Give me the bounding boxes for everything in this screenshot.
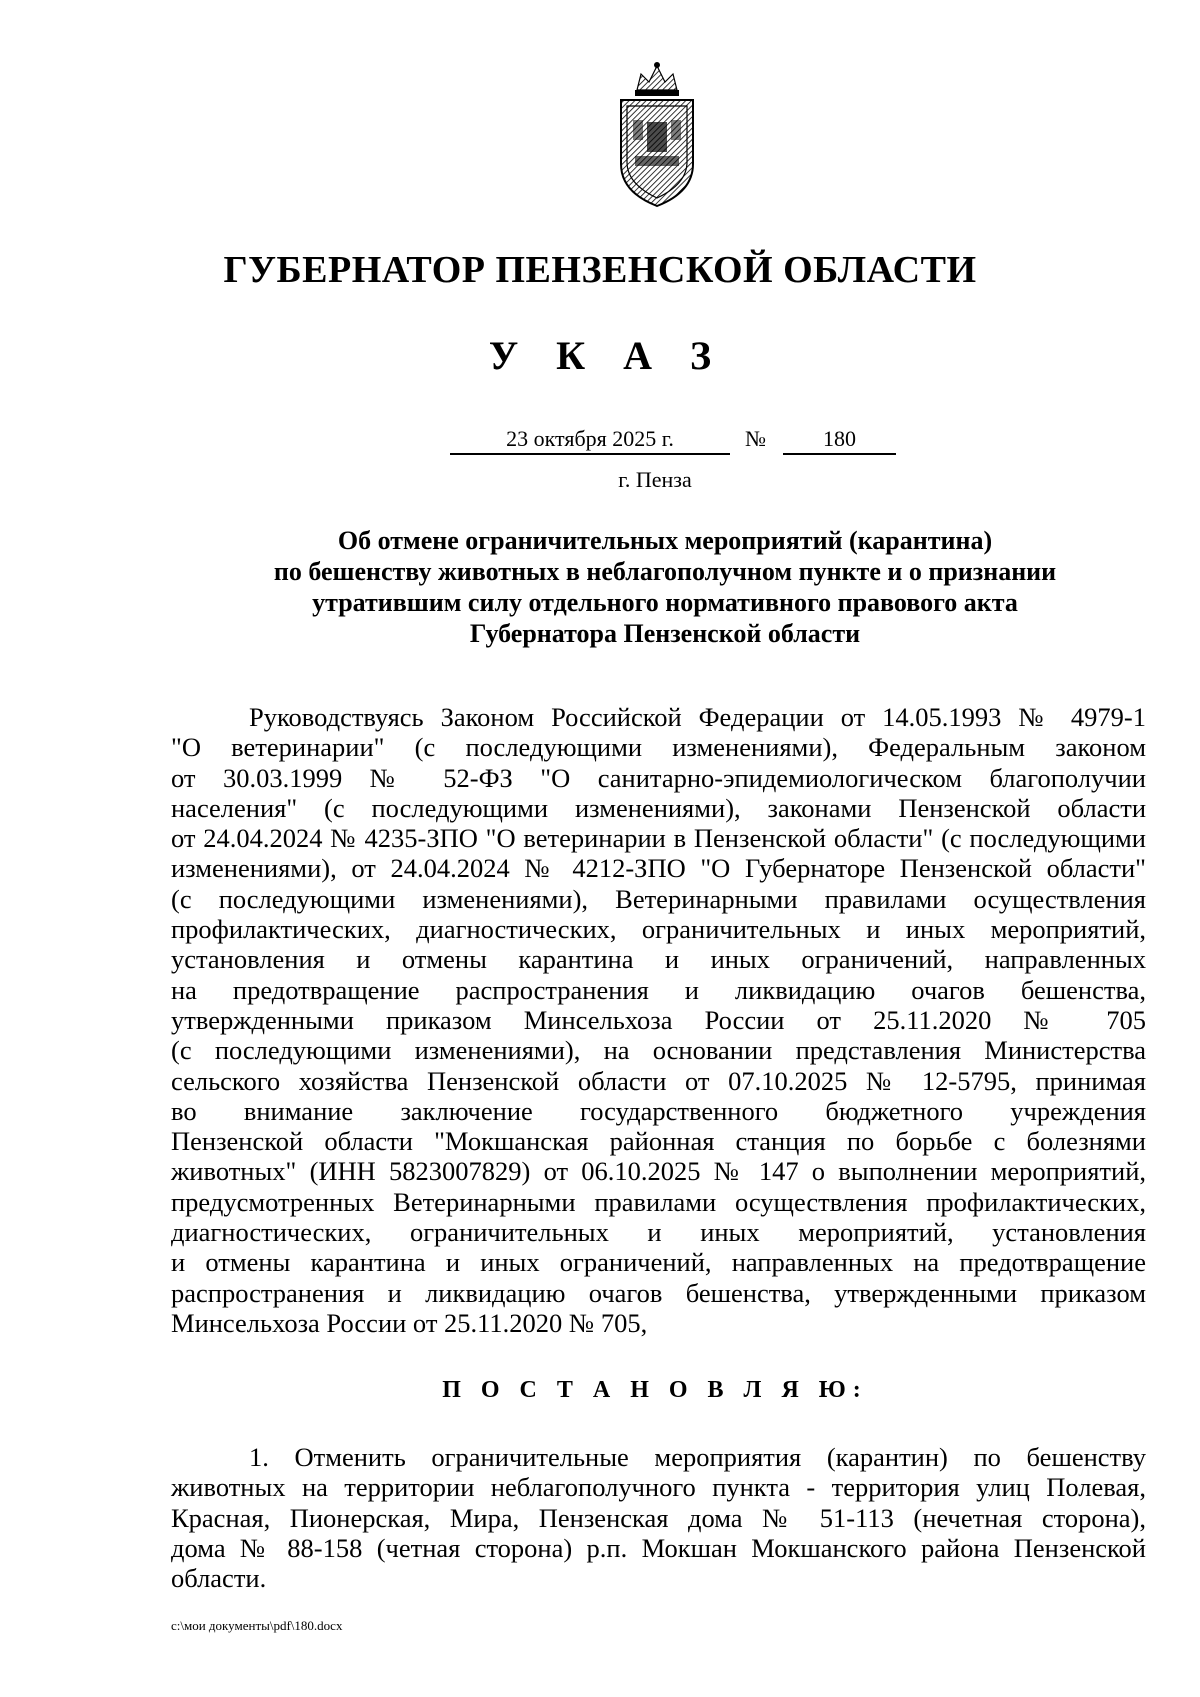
preamble-line: предусмотренных Ветеринарными правилами осуществления профилактических, [171,1186,1146,1217]
coat-of-arms-emblem [607,60,707,210]
preamble-line: Руководствуясь Законом Российской Федерации от 14.05.1993 № 4979-1 [249,702,1146,732]
preamble-line: от 30.03.1999 № 52-ФЗ "О санитарно-эпидемиологическом благополучии [171,762,1146,793]
preamble-line: распространения и ликвидацию очагов бешенства, утвержденными приказом [171,1277,1146,1308]
decree-date: 23 октября 2025 г. [450,425,730,455]
preamble-line: установления и отмены карантина и иных ограничений, направленных [171,944,1146,975]
item-line: области. [171,1563,267,1594]
preamble-line: (с последующими изменениями), на основании представления Министерства [171,1035,1146,1066]
preamble-line: профилактических, диагностических, ограничительных и иных мероприятий, [171,914,1146,945]
item-line: дома № 88-158 (четная сторона) р.п. Мокшан Мокшанского района Пензенской [171,1532,1146,1563]
preamble-line: на предотвращение распространения и ликвидацию очагов бешенства, [171,974,1146,1005]
item-line: 1. Отменить ограничительные мероприятия (карантин) по бешенству [249,1442,1146,1472]
item-line: животных на территории неблагополучного пункта - территория улиц Полевая, [171,1472,1146,1503]
issue-city: г. Пенза [618,467,692,492]
decree-title [180,525,1150,649]
decree-operative-word: П О С Т А Н О В Л Я Ю: [442,1377,868,1403]
preamble-line: животных" (ИНН 5823007829) от 06.10.2025 № 147 о выполнении мероприятий, [171,1156,1146,1187]
title-line: по бешенству животных в неблагополучном пункте и о признании [273,557,1057,586]
title-line: Об отмене ограничительных мероприятий (карантина) [337,526,993,555]
item-line: Красная, Пионерская, Мира, Пензенская дома № 51-113 (нечетная сторона), [171,1502,1146,1533]
title-line: утратившим силу отдельного нормативного правового акта [312,588,1018,617]
preamble-line: во внимание заключение государственного бюджетного учреждения [171,1095,1146,1126]
preamble-line: диагностических, ограничительных и иных мероприятий, установления [171,1217,1146,1248]
file-path-footer: c:\мои документы\pdf\180.docx [171,1618,343,1633]
preamble-line: сельского хозяйства Пензенской области от 07.10.2025 № 12-5795, принимая [171,1065,1146,1096]
preamble-line: Минсельхоза России от 25.11.2020 № 705, [171,1307,648,1338]
preamble-paragraph [171,702,1146,1338]
preamble-line: изменениями), от 24.04.2024 № 4212-ЗПО "О Губернаторе Пензенской области" [171,853,1146,884]
preamble-line: (с последующими изменениями), Ветеринарными правилами осуществления [171,883,1146,914]
preamble-line: Пензенской области "Мокшанская районная станция по борьбе с болезнями [171,1126,1146,1157]
decree-number: 180 [783,425,896,455]
preamble-line: и отмены карантина и иных ограничений, направленных на предотвращение [171,1247,1146,1278]
preamble-line: от 24.04.2024 № 4235-ЗПО "О ветеринарии в Пензенской области" (с последующими [171,823,1146,854]
issuing-authority: ГУБЕРНАТОР ПЕНЗЕНСКОЙ ОБЛАСТИ [223,249,977,291]
item-1-paragraph [171,1442,1146,1593]
title-line: Губернатора Пензенской области [469,619,861,648]
preamble-line: утвержденными приказом Минсельхоза России от 25.11.2020 № 705 [171,1004,1146,1035]
preamble-line: населения" (с последующими изменениями), законами Пензенской области [171,792,1146,823]
number-sign: № [745,426,766,451]
preamble-line: "О ветеринарии" (с последующими изменениями), Федеральным законом [171,732,1146,763]
document-type: У К А З [488,333,726,378]
